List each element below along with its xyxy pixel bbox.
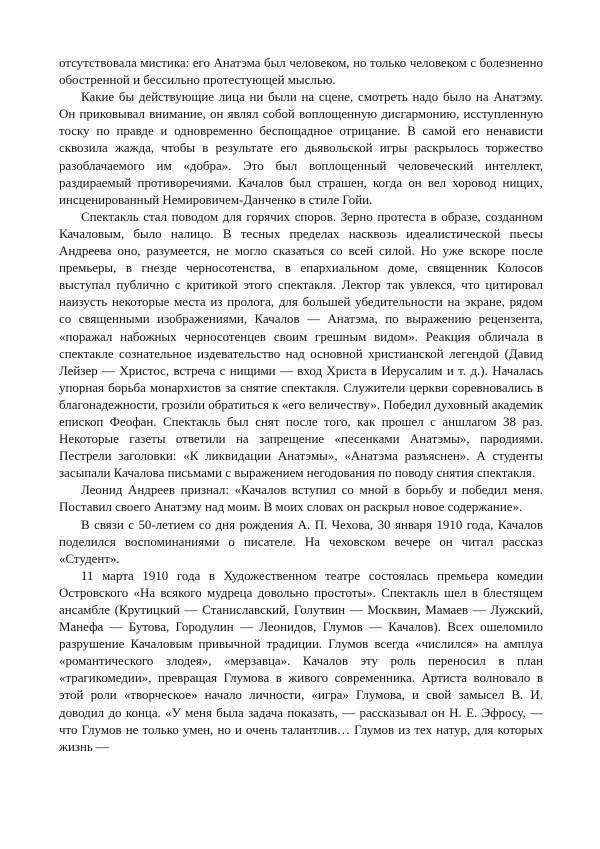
paragraph-6: 11 марта 1910 года в Художественном театре состоялась премьера комедии Островского «На всякого мудреца довольно простоты». Спектакль шел в блестящем ансамбле (Крутицкий — Станиславский, Голутвин — Москвин, Мамаев — Лужский, Манефа — Бутова, Городулин — Леонидов, Глумов — Качалов). Всех ошеломило разрушение Качаловым привычной традиции. Глумов всегда «числился» на амплуа «романтического злодея», «мерзавца». Качалов эту роль переносил в план «трагикомедии», превращая Глумова в живого современника. Артиста волновало в этой роли «творческое» начало личности, «игра» Глумова, и свой замысел В. И. доводил до конца. «У меня была задача показать, — рассказывал он Н. Е. Эфросу, — что Глумов не только умен, но и очень талантлив… Глумов из тех натур, для которых жизнь — xyxy=(59,567,543,754)
paragraph-1: отсутствовала мистика: его Анатэма был человеком, но только человеком с болезненно обостренной и бессильно протестующей мыслью. xyxy=(59,55,543,88)
paragraph-4: Леонид Андреев признал: «Качалов вступил со мной в борьбу и победил меня. Поставил своего Анатэму над моим. В моих словах он раскрыл новое содержание». xyxy=(59,482,543,515)
paragraph-5: В связи с 50-летием со дня рождения А. П. Чехова, 30 января 1910 года, Качалов поделился воспоминаниями о писателе. На чеховском вечере он читал рассказ «Студент». xyxy=(59,516,543,566)
document-page xyxy=(59,54,543,755)
paragraph-3: Спектакль стал поводом для горячих споров. Зерно протеста в образе, созданном Качаловым, было налицо. В тесных пределах насквозь идеалистической пьесы Андреева оно, разумеется, не могло сказаться со всей силой. Но уже вскоре после премьеры, в гнезде черносотенства, в епархиальном доме, священник Колосов выступал публично с критикой этого спектакля. Лектор так увлекся, что цитировал наизусть некоторые места из пролога, для большей убедительности на экране, рядом со священными изображениями, Качалов — Анатэма, по выражению рецензента, «поражал набожных черносотенцев своим грешным видом». Реакция обличала в спектакле сознательное издевательство над основной христианской легендой (Давид Лейзер — Христос, встреча с нищими — вход Христа в Иерусалим и т. д.). Началась упорная борьба монархистов за снятие спектакля. Служители церкви соревновались в благонадежности, грозили обратиться к «его величеству». Победил духовный академик епископ Феофан. Спектакль был снят после того, как прошел с аншлагом 38 раз. Некоторые газеты ответили на запрещение «песенками Анатэмы», пародиями. Пестрели заголовки: «К ликвидации Анатэмы», «Анатэма разъяснен». А студенты засыпали Качалова письмами с выражением негодования по поводу снятия спектакля. xyxy=(59,208,543,481)
paragraph-2: Какие бы действующие лица ни были на сцене, смотреть надо было на Анатэму. Он приковывал внимание, он являл собой воплощенную дисгармонию, исступленную тоску по правде и одновременно беспощадное отрицание. В самой его ненависти сквозила жажда, чтобы в результате его дьявольской игры раскрылось торжество разоблачаемого им «добра». Это был воплощенный человеческий интеллект, раздираемый противоречиями. Качалов был страшен, когда он вел хоровод нищих, инсценированный Немировичем-Данченко в стиле Гойи. xyxy=(59,89,543,207)
